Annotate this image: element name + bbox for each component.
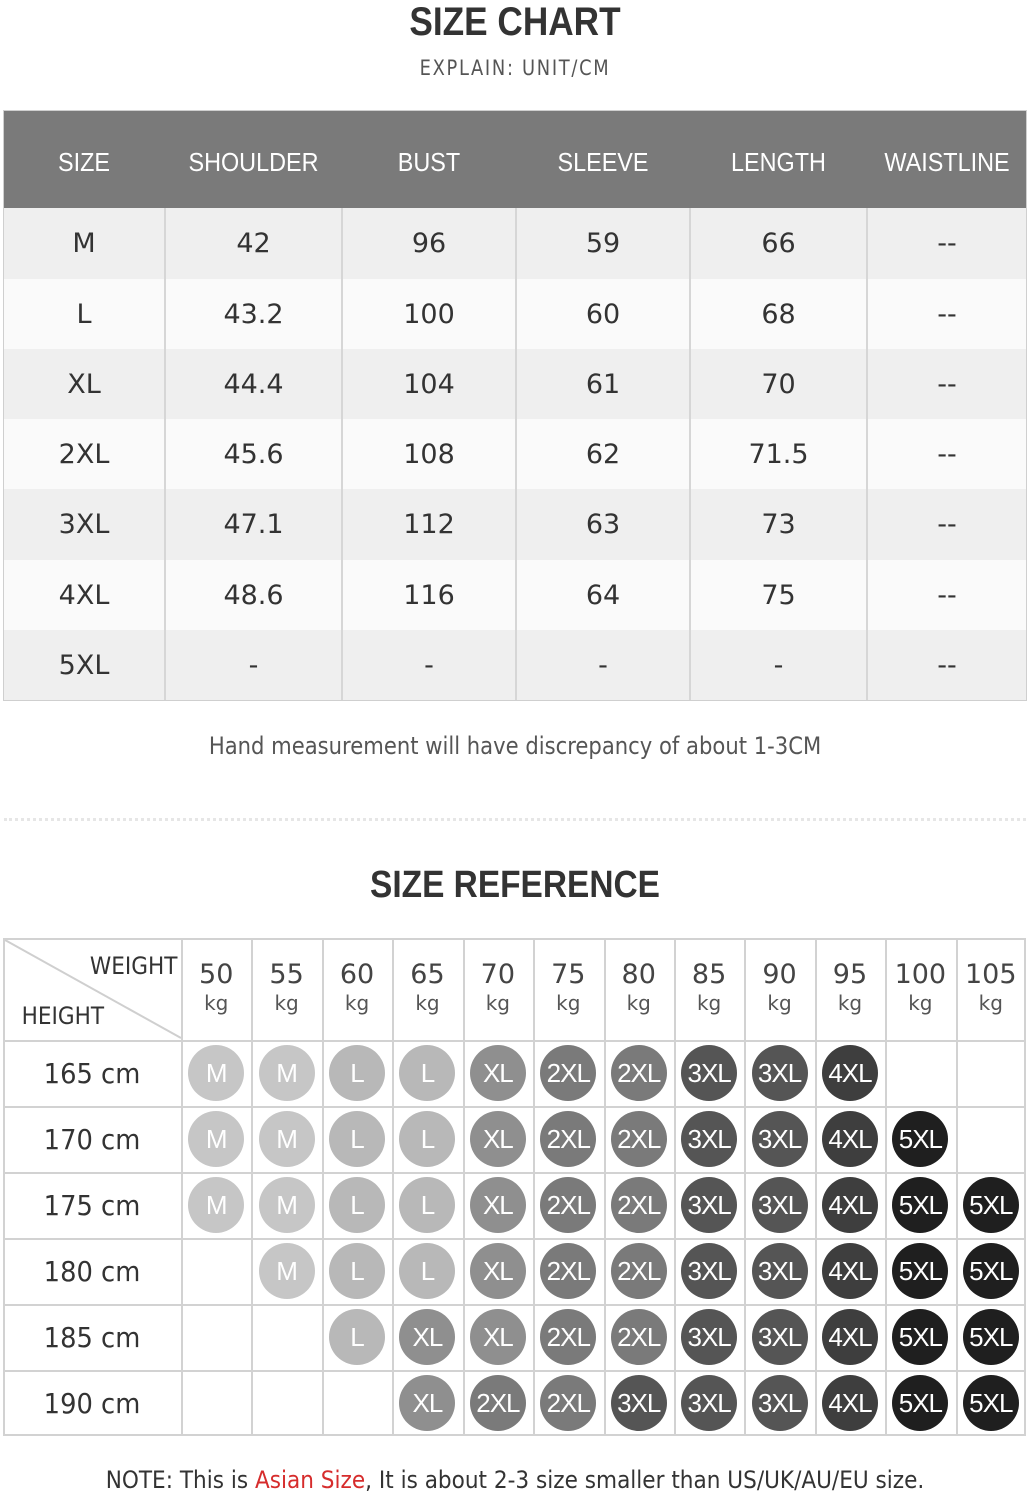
measurement-cell: 68 (761, 298, 796, 330)
weight-unit: kg (204, 991, 229, 1015)
weight-unit: kg (626, 991, 651, 1015)
measurement-cell: 116 (403, 579, 455, 611)
column-header: WAISTLINE (884, 147, 1010, 177)
size-badge: 2XL (540, 1243, 596, 1299)
measurement-cell: 96 (411, 228, 447, 259)
measurement-cell: 44.4 (223, 368, 284, 400)
measurement-cell: 45.6 (223, 438, 284, 470)
grid-col-line (815, 938, 817, 1436)
size-chart-table (3, 110, 1027, 701)
size-badge: M (188, 1177, 244, 1233)
size-badge: XL (470, 1045, 526, 1101)
size-badge: 3XL (752, 1243, 808, 1299)
weight-header (815, 938, 885, 1016)
size-badge: 3XL (681, 1375, 737, 1431)
size-label-cell: XL (67, 368, 101, 400)
size-badge: 3XL (611, 1375, 667, 1431)
size-badge: 5XL (963, 1243, 1019, 1299)
weight-unit: kg (767, 991, 792, 1015)
size-badge: 5XL (892, 1177, 948, 1233)
grid-col-line (251, 938, 253, 1436)
size-badge: 3XL (752, 1045, 808, 1101)
size-badge: 3XL (752, 1177, 808, 1233)
size-badge: M (188, 1111, 244, 1167)
weight-value: 75 (551, 959, 586, 990)
weight-header (885, 938, 955, 1016)
size-badge: 5XL (892, 1309, 948, 1365)
size-badge: 2XL (540, 1375, 596, 1431)
weight-header (674, 938, 744, 1016)
grid-col-line (956, 938, 958, 1436)
measurement-cell: -- (937, 298, 957, 330)
measurement-cell: 62 (585, 438, 621, 470)
weight-header (251, 938, 321, 1016)
column-divider (866, 208, 868, 701)
height-label: 180 cm (43, 1254, 141, 1288)
size-badge: 2XL (611, 1111, 667, 1167)
grid-col-line (533, 938, 535, 1436)
weight-value: 95 (832, 959, 868, 990)
size-badge: XL (470, 1309, 526, 1365)
column-divider (515, 208, 517, 701)
weight-unit: kg (415, 991, 440, 1015)
size-label-cell: L (76, 298, 92, 330)
measurement-cell: 66 (761, 228, 796, 259)
size-badge: 3XL (752, 1375, 808, 1431)
weight-header (181, 938, 251, 1016)
column-divider (689, 208, 691, 701)
weight-unit: kg (344, 991, 370, 1015)
measurement-cell: - (424, 650, 434, 681)
size-badge: 4XL (822, 1375, 878, 1431)
size-badge: L (399, 1111, 455, 1167)
weight-header (956, 938, 1026, 1016)
grid-col-line (604, 938, 606, 1436)
weight-unit: kg (274, 991, 299, 1015)
grid-header-line (3, 1040, 1026, 1042)
size-label-cell: 5XL (58, 650, 110, 681)
page-title: SIZE CHART (409, 0, 621, 44)
size-badge: 2XL (611, 1243, 667, 1299)
measurement-cell: - (773, 650, 784, 681)
size-badge: 4XL (822, 1045, 878, 1101)
size-label-cell: 4XL (58, 579, 110, 611)
grid-col-line (392, 938, 394, 1436)
measurement-cell: 48.6 (223, 579, 284, 611)
weight-header (463, 938, 533, 1016)
measurement-cell: 73 (761, 509, 796, 540)
size-badge: L (329, 1243, 385, 1299)
measurement-cell: 112 (403, 509, 455, 540)
size-badge: M (188, 1045, 244, 1101)
grid-col-line (181, 938, 183, 1436)
size-badge: XL (470, 1111, 526, 1167)
size-badge: L (399, 1243, 455, 1299)
measurement-cell: -- (937, 509, 957, 540)
size-reference-table (3, 938, 1026, 1436)
size-badge: 2XL (540, 1309, 596, 1365)
size-badge: 5XL (963, 1177, 1019, 1233)
column-header: SLEEVE (557, 147, 649, 177)
size-badge: 2XL (540, 1045, 596, 1101)
grid-row-line (3, 1434, 1026, 1436)
grid-row-line (3, 938, 1026, 940)
grid-col-line (885, 938, 887, 1436)
column-header: SHOULDER (188, 147, 319, 177)
size-badge: 4XL (822, 1177, 878, 1233)
weight-value: 60 (339, 959, 375, 990)
size-badge: M (259, 1177, 315, 1233)
measurement-cell: -- (937, 368, 957, 400)
height-label: 170 cm (43, 1122, 141, 1156)
measurement-cell: 71.5 (748, 438, 809, 470)
section-divider (4, 818, 1026, 821)
column-header: BUST (397, 147, 461, 177)
size-badge: 3XL (681, 1309, 737, 1365)
size-badge: L (329, 1309, 385, 1365)
weight-value: 85 (691, 959, 727, 990)
size-badge: 2XL (540, 1177, 596, 1233)
measurement-cell: 75 (761, 579, 796, 611)
grid-col-line (322, 938, 324, 1436)
size-badge: 2XL (540, 1111, 596, 1167)
size-badge: L (329, 1111, 385, 1167)
size-label-cell: M (72, 228, 96, 259)
grid-col-line (674, 938, 676, 1436)
size-label-cell: 2XL (58, 438, 110, 470)
measurement-cell: 47.1 (223, 509, 284, 540)
column-divider (164, 208, 166, 701)
weight-value: 70 (480, 959, 516, 990)
weight-unit: kg (978, 991, 1003, 1015)
measurement-cell: 64 (585, 579, 621, 611)
weight-unit: kg (908, 991, 933, 1015)
weight-header (604, 938, 674, 1016)
measurement-cell: 43.2 (223, 298, 284, 330)
size-badge: L (399, 1177, 455, 1233)
size-badge: 4XL (822, 1243, 878, 1299)
weight-value: 55 (269, 959, 304, 990)
size-chart-header (3, 110, 1027, 208)
size-badge: M (259, 1111, 315, 1167)
measurement-cell: 61 (585, 368, 621, 400)
size-badge: M (259, 1243, 315, 1299)
weight-value: 50 (199, 959, 234, 990)
asian-size-note (52, 1466, 979, 1500)
weight-value: 105 (965, 959, 1017, 990)
column-header: SIZE (57, 147, 111, 177)
measurement-cell: -- (937, 650, 957, 681)
size-badge: 4XL (822, 1309, 878, 1365)
grid-row-line (3, 1370, 1026, 1372)
weight-header (533, 938, 603, 1016)
grid-row-line (3, 1106, 1026, 1108)
size-badge: L (329, 1045, 385, 1101)
size-badge: 3XL (752, 1111, 808, 1167)
size-badge: 3XL (681, 1045, 737, 1101)
weight-header (744, 938, 814, 1016)
weight-value: 80 (621, 959, 656, 990)
weight-value: 100 (894, 959, 947, 990)
page-subtitle: EXPLAIN: UNIT/CM (419, 56, 611, 80)
size-badge: 5XL (963, 1375, 1019, 1431)
size-badge: M (259, 1045, 315, 1101)
grid-col-line (3, 938, 5, 1436)
size-reference-title: SIZE REFERENCE (370, 864, 660, 906)
weight-value: 65 (410, 959, 445, 990)
corner-height-label: HEIGHT (21, 1002, 105, 1030)
weight-unit: kg (837, 991, 863, 1015)
size-badge: L (399, 1045, 455, 1101)
size-badge: XL (470, 1243, 526, 1299)
measurement-cell: -- (937, 228, 957, 259)
size-badge: XL (399, 1375, 455, 1431)
grid-row-line (3, 1304, 1026, 1306)
size-badge: XL (470, 1177, 526, 1233)
measurement-cell: 100 (403, 298, 455, 330)
weight-unit: kg (485, 991, 510, 1015)
size-badge: 5XL (963, 1309, 1019, 1365)
measurement-cell: 42 (236, 228, 271, 259)
size-badge: 5XL (892, 1243, 948, 1299)
size-badge: 3XL (681, 1111, 737, 1167)
measurement-cell: 63 (585, 509, 621, 540)
column-header: LENGTH (731, 147, 826, 177)
size-badge: XL (399, 1309, 455, 1365)
measurement-cell: 104 (403, 368, 455, 400)
grid-col-line (744, 938, 746, 1436)
size-badge: 2XL (611, 1045, 667, 1101)
note-suffix: , It is about 2-3 size smaller than US/UK/AU/EU size. (365, 1466, 925, 1494)
grid-row-line (3, 1172, 1026, 1174)
height-label: 165 cm (43, 1056, 141, 1090)
weight-unit: kg (696, 991, 722, 1015)
size-label-cell: 3XL (58, 509, 110, 540)
measurement-cell: -- (937, 438, 957, 470)
measurement-cell: 60 (585, 298, 621, 330)
corner-weight-label: WEIGHT (89, 952, 178, 980)
size-badge: 3XL (681, 1177, 737, 1233)
weight-value: 90 (762, 959, 797, 990)
measurement-cell: - (248, 650, 259, 681)
column-divider (341, 208, 343, 701)
height-label: 185 cm (43, 1320, 141, 1354)
grid-col-line (463, 938, 465, 1436)
weight-header (392, 938, 462, 1016)
weight-unit: kg (556, 991, 581, 1015)
note-highlight: Asian Size (254, 1466, 366, 1494)
measurement-cell: 59 (585, 228, 621, 259)
note-prefix: NOTE: This is (105, 1466, 255, 1494)
grid-row-line (3, 1238, 1026, 1240)
measurement-cell: -- (937, 579, 957, 611)
size-badge: 5XL (892, 1375, 948, 1431)
size-badge: 2XL (611, 1309, 667, 1365)
measurement-note: Hand measurement will have discrepancy of about 1-3CM (208, 732, 822, 760)
grid-col-line (1024, 938, 1026, 1436)
size-badge: 2XL (611, 1177, 667, 1233)
size-badge: 2XL (470, 1375, 526, 1431)
size-badge: 3XL (752, 1309, 808, 1365)
size-badge: 4XL (822, 1111, 878, 1167)
size-badge: 3XL (681, 1243, 737, 1299)
measurement-cell: - (598, 650, 608, 681)
size-badge: L (329, 1177, 385, 1233)
height-label: 175 cm (43, 1188, 141, 1222)
size-badge: 5XL (892, 1111, 948, 1167)
measurement-cell: 108 (403, 438, 455, 470)
measurement-cell: 70 (761, 368, 796, 400)
height-label: 190 cm (43, 1386, 141, 1420)
weight-header (322, 938, 392, 1016)
